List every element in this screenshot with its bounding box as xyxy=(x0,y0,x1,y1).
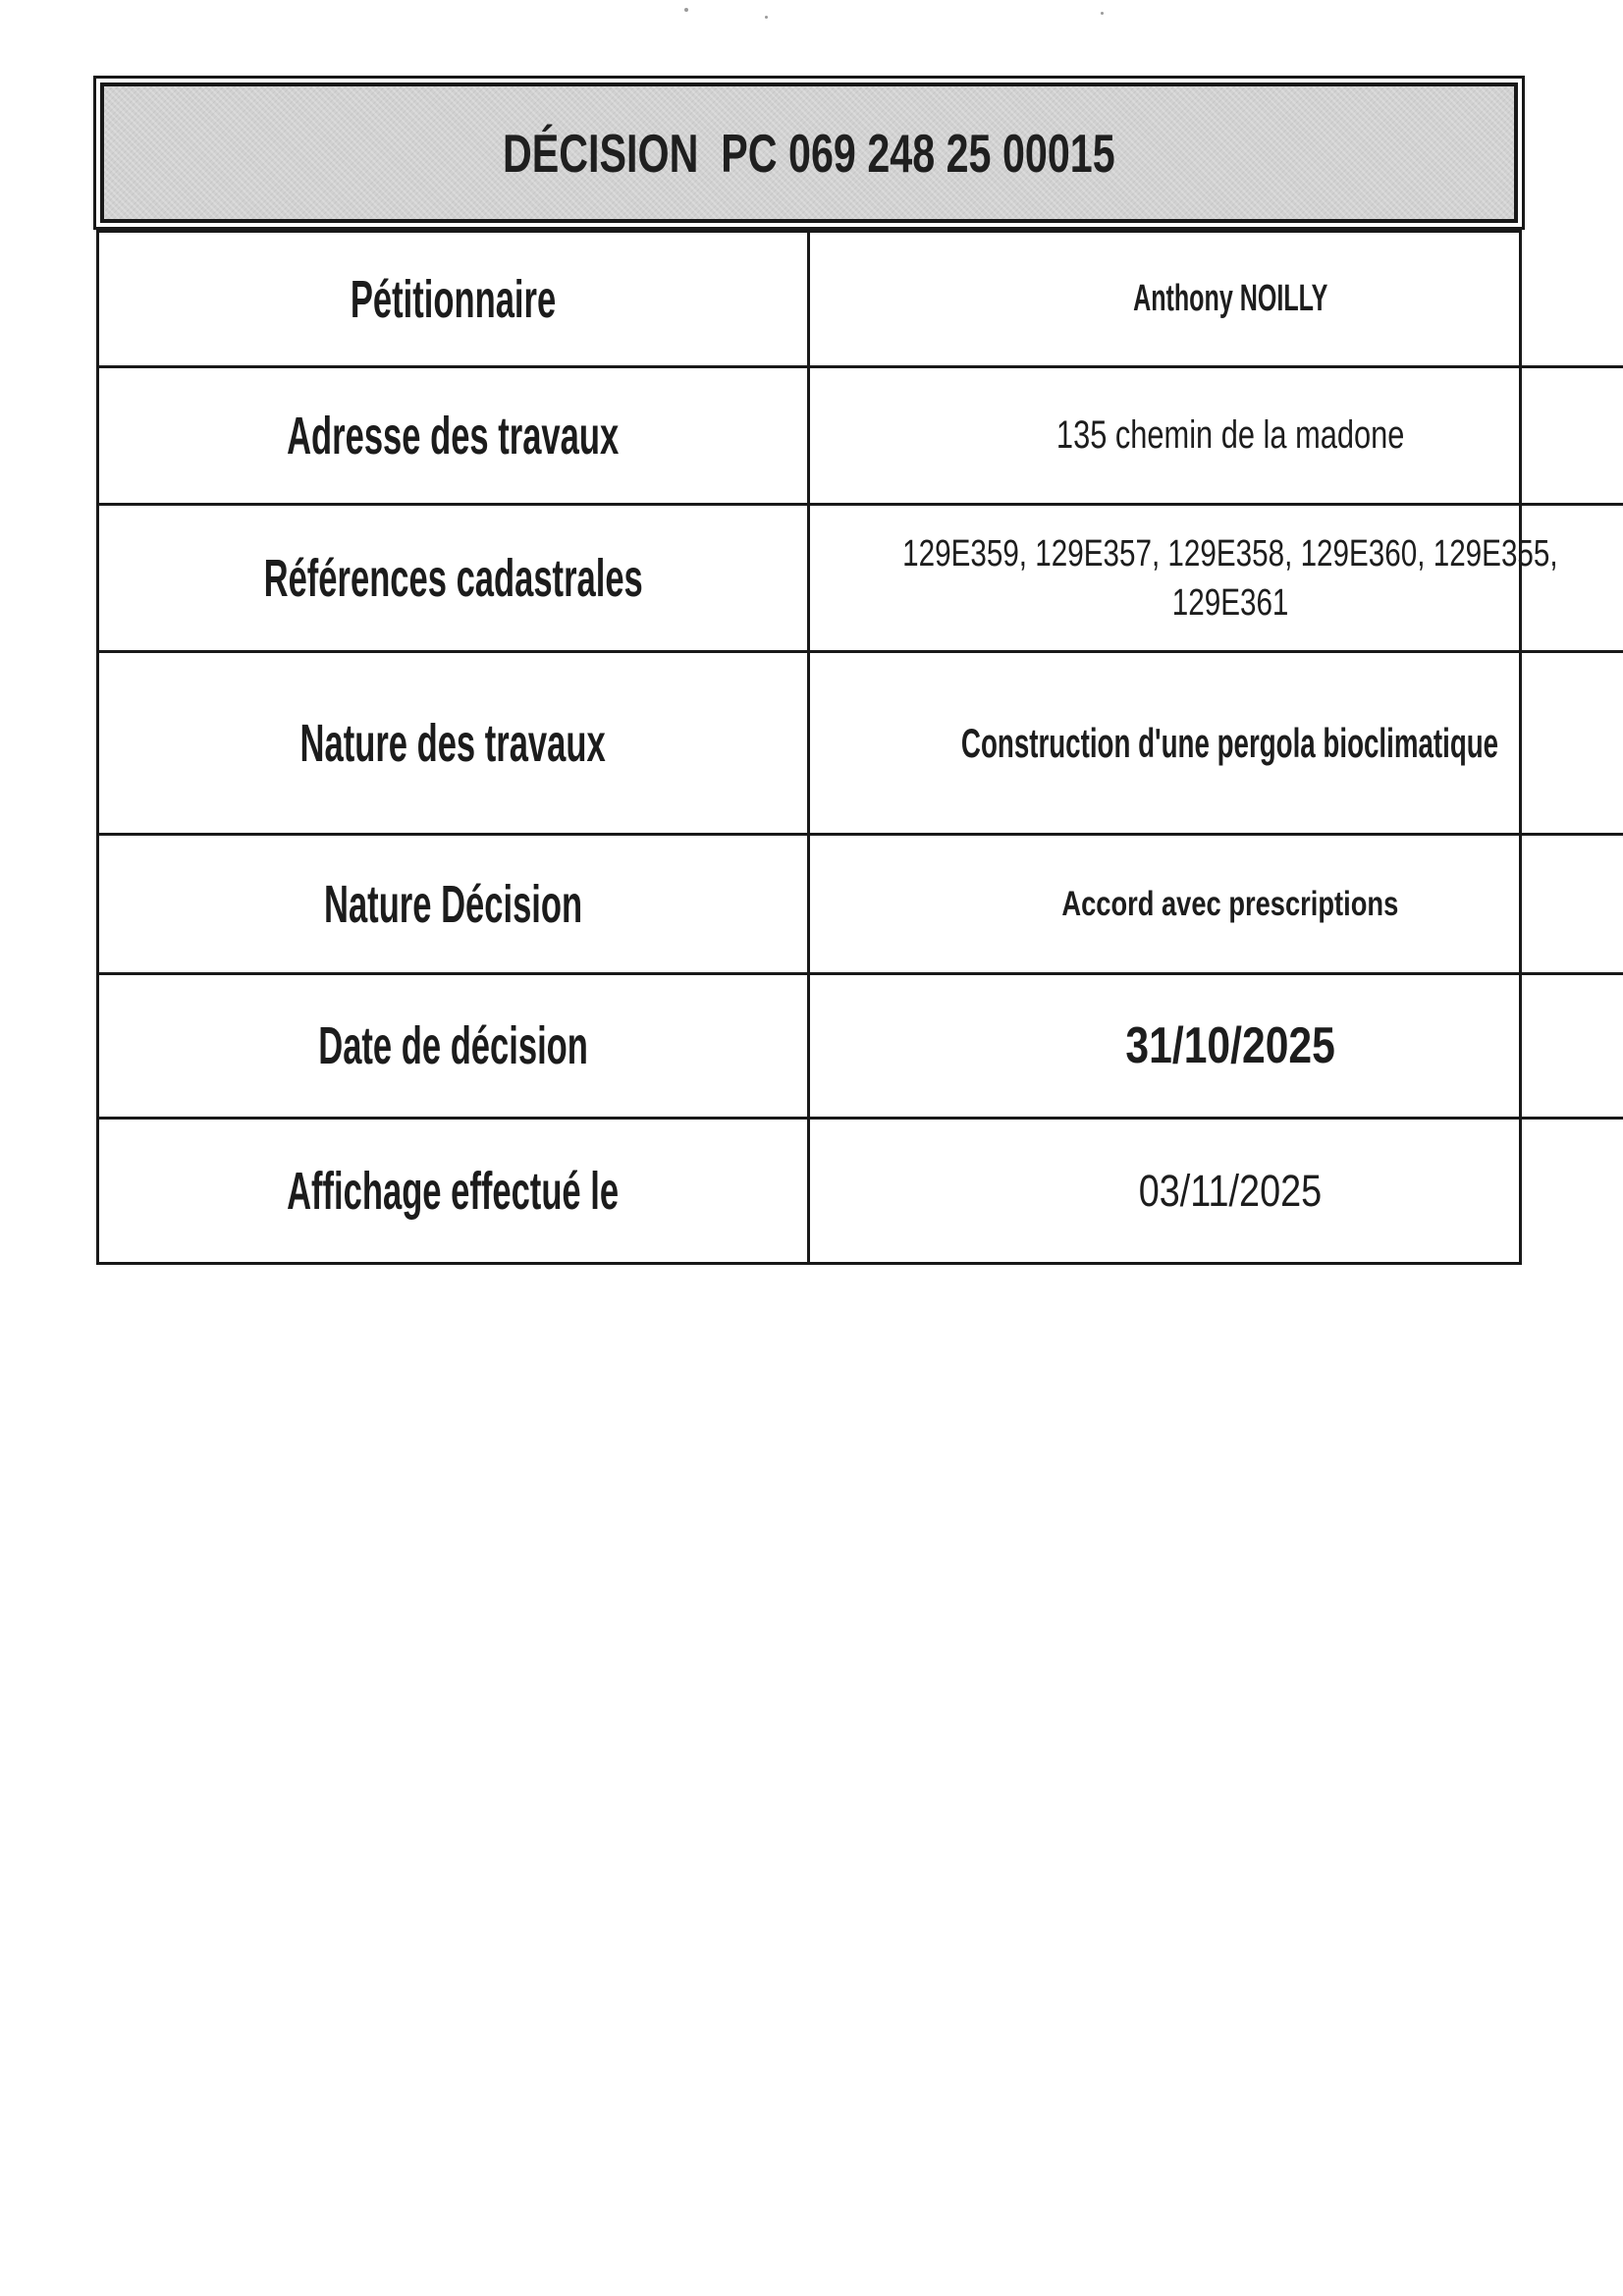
scan-speck xyxy=(765,16,768,19)
row-nature-travaux-value xyxy=(810,653,1623,833)
row-nature-decision-value xyxy=(810,836,1623,972)
row-references-line-2: 129E361 xyxy=(1171,581,1289,624)
row-references-line-1: 129E359, 129E357, 129E358, 129E360, 129E355, xyxy=(902,532,1558,574)
scan-speck xyxy=(684,8,688,12)
row-petitionnaire-label-text: Pétitionnaire xyxy=(350,269,557,329)
row-date-decision-label xyxy=(99,975,810,1117)
row-adresse-travaux-label xyxy=(99,368,810,503)
row-affichage-label-text: Affichage effectué le xyxy=(287,1161,620,1221)
row-affichage xyxy=(99,1120,1623,1262)
row-date-decision-label-text: Date de décision xyxy=(318,1016,588,1075)
row-references-cadastrales-label-text: Références cadastrales xyxy=(263,548,643,608)
row-references-cadastrales xyxy=(99,506,1623,653)
decision-info-table xyxy=(96,230,1558,1265)
row-affichage-label xyxy=(99,1120,810,1262)
row-petitionnaire-value-text: Anthony NOILLY xyxy=(1132,278,1328,319)
decision-header-banner xyxy=(100,82,1518,223)
row-petitionnaire xyxy=(99,233,1623,368)
row-petitionnaire-label xyxy=(99,233,810,365)
row-nature-travaux xyxy=(99,653,1623,836)
row-references-cadastrales-label xyxy=(99,506,810,650)
row-adresse-travaux xyxy=(99,368,1623,506)
row-adresse-travaux-label-text: Adresse des travaux xyxy=(287,406,620,465)
decision-header-box xyxy=(93,76,1525,230)
row-affichage-value xyxy=(810,1120,1623,1262)
row-nature-decision-value-text: Accord avec prescriptions xyxy=(1061,884,1399,923)
row-affichage-value-text: 03/11/2025 xyxy=(1138,1165,1323,1216)
row-nature-decision xyxy=(99,836,1623,975)
scan-speck xyxy=(1101,12,1104,15)
row-date-decision-value-text: 31/10/2025 xyxy=(1125,1017,1335,1074)
row-nature-travaux-label xyxy=(99,653,810,833)
row-references-cadastrales-value xyxy=(810,506,1623,650)
row-nature-decision-label-text: Nature Décision xyxy=(323,874,583,934)
row-nature-travaux-value-text: Construction d'une pergola bioclimatique xyxy=(961,719,1499,766)
row-date-decision xyxy=(99,975,1623,1120)
row-adresse-travaux-value xyxy=(810,368,1623,503)
decision-number-title: DÉCISION PC 069 248 25 00015 xyxy=(503,122,1115,184)
row-adresse-travaux-value-text: 135 chemin de la madone xyxy=(1055,413,1405,457)
row-nature-travaux-label-text: Nature des travaux xyxy=(299,713,607,773)
row-nature-decision-label xyxy=(99,836,810,972)
row-date-decision-value xyxy=(810,975,1623,1117)
row-petitionnaire-value xyxy=(810,233,1623,365)
